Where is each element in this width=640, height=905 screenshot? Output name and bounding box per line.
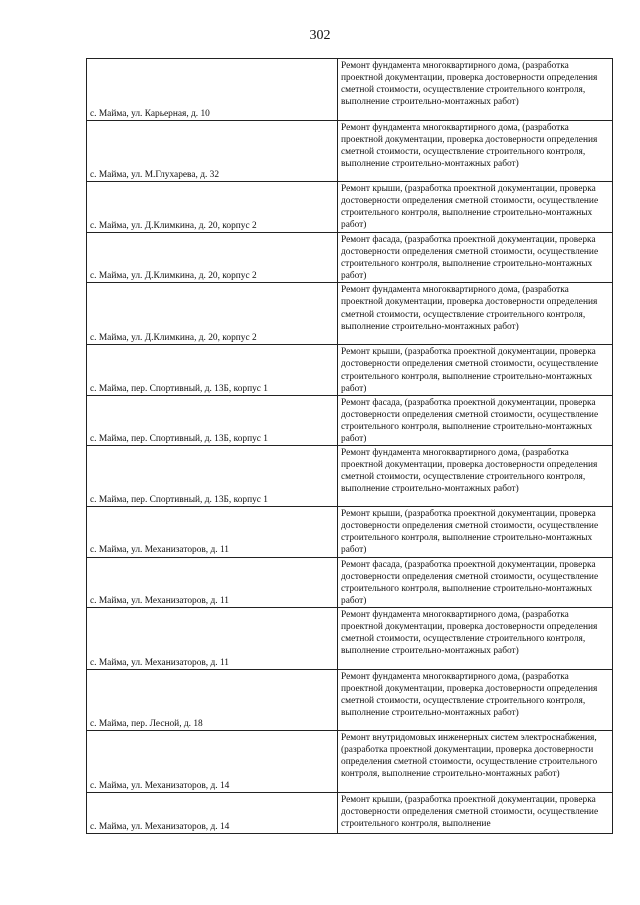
address-cell: с. Майма, ул. Д.Климкина, д. 20, корпус 2: [87, 233, 338, 283]
table-row: [87, 507, 613, 557]
work-cell: Ремонт крыши, (разработка проектной документации, проверка достоверности определения сметной стоимости, осуществление строительного контроля, выполнение строительно-монтажных работ): [338, 507, 613, 557]
table-row: [87, 395, 613, 445]
work-cell: Ремонт фундамента многоквартирного дома, (разработка проектной документации, проверка достоверности определения сметной стоимости, осуществление строительного контроля, выполнение строительно-монтажных работ): [338, 446, 613, 507]
work-cell: Ремонт фасада, (разработка проектной документации, проверка достоверности определения сметной стоимости, осуществление строительного контроля, выполнение строительно-монтажных работ): [338, 233, 613, 283]
table-row: [87, 345, 613, 395]
work-cell: Ремонт фундамента многоквартирного дома, (разработка проектной документации, проверка достоверности определения сметной стоимости, осуществление строительного контроля, выполнение строительно-монтажных работ): [338, 59, 613, 121]
work-cell: Ремонт фундамента многоквартирного дома, (разработка проектной документации, проверка достоверности определения сметной стоимости, осуществление строительного контроля, выполнение строительно-монтажных работ): [338, 121, 613, 182]
address-cell: с. Майма, ул. Д.Климкина, д. 20, корпус 2: [87, 182, 338, 233]
address-cell: с. Майма, ул. Механизаторов, д. 14: [87, 792, 338, 833]
address-cell: с. Майма, пер. Спортивный, д. 13Б, корпус 1: [87, 446, 338, 507]
table-row: [87, 233, 613, 283]
table-row: [87, 792, 613, 833]
address-cell: с. Майма, ул. М.Глухарева, д. 32: [87, 121, 338, 182]
table-row: [87, 607, 613, 669]
address-cell: с. Майма, ул. Карьерная, д. 10: [87, 59, 338, 121]
table-row: [87, 669, 613, 730]
table-row: [87, 730, 613, 792]
table-row: [87, 557, 613, 607]
work-cell: Ремонт крыши, (разработка проектной документации, проверка достоверности определения сметной стоимости, осуществление строительного контроля, выполнение: [338, 792, 613, 833]
address-cell: с. Майма, ул. Механизаторов, д. 11: [87, 557, 338, 607]
table-row: [87, 446, 613, 507]
address-cell: с. Майма, ул. Механизаторов, д. 11: [87, 507, 338, 557]
work-cell: Ремонт фасада, (разработка проектной документации, проверка достоверности определения сметной стоимости, осуществление строительного контроля, выполнение строительно-монтажных работ): [338, 395, 613, 445]
address-cell: с. Майма, ул. Механизаторов, д. 11: [87, 607, 338, 669]
work-cell: Ремонт фасада, (разработка проектной документации, проверка достоверности определения сметной стоимости, осуществление строительного контроля, выполнение строительно-монтажных работ): [338, 557, 613, 607]
table-row: [87, 121, 613, 182]
table-row: [87, 182, 613, 233]
table-row: [87, 59, 613, 121]
repair-works-table: [86, 58, 613, 834]
page-number: 302: [309, 28, 331, 43]
work-cell: Ремонт фундамента многоквартирного дома, (разработка проектной документации, проверка достоверности определения сметной стоимости, осуществление строительного контроля, выполнение строительно-монтажных работ): [338, 607, 613, 669]
address-cell: с. Майма, ул. Механизаторов, д. 14: [87, 730, 338, 792]
table-row: [87, 283, 613, 345]
address-cell: с. Майма, пер. Лесной, д. 18: [87, 669, 338, 730]
work-cell: Ремонт крыши, (разработка проектной документации, проверка достоверности определения сметной стоимости, осуществление строительного контроля, выполнение строительно-монтажных работ): [338, 345, 613, 395]
work-cell: Ремонт крыши, (разработка проектной документации, проверка достоверности определения сметной стоимости, осуществление строительного контроля, выполнение строительно-монтажных работ): [338, 182, 613, 233]
address-cell: с. Майма, пер. Спортивный, д. 13Б, корпус 1: [87, 345, 338, 395]
address-cell: с. Майма, пер. Спортивный, д. 13Б, корпус 1: [87, 395, 338, 445]
work-cell: Ремонт внутридомовых инженерных систем электроснабжения, (разработка проектной документации, проверка достоверности определения сметной стоимости, осуществление строительного контроля, выполнение строительно-монтажных работ): [338, 730, 613, 792]
address-cell: с. Майма, ул. Д.Климкина, д. 20, корпус 2: [87, 283, 338, 345]
work-cell: Ремонт фундамента многоквартирного дома, (разработка проектной документации, проверка достоверности определения сметной стоимости, осуществление строительного контроля, выполнение строительно-монтажных работ): [338, 669, 613, 730]
work-cell: Ремонт фундамента многоквартирного дома, (разработка проектной документации, проверка достоверности определения сметной стоимости, осуществление строительного контроля, выполнение строительно-монтажных работ): [338, 283, 613, 345]
